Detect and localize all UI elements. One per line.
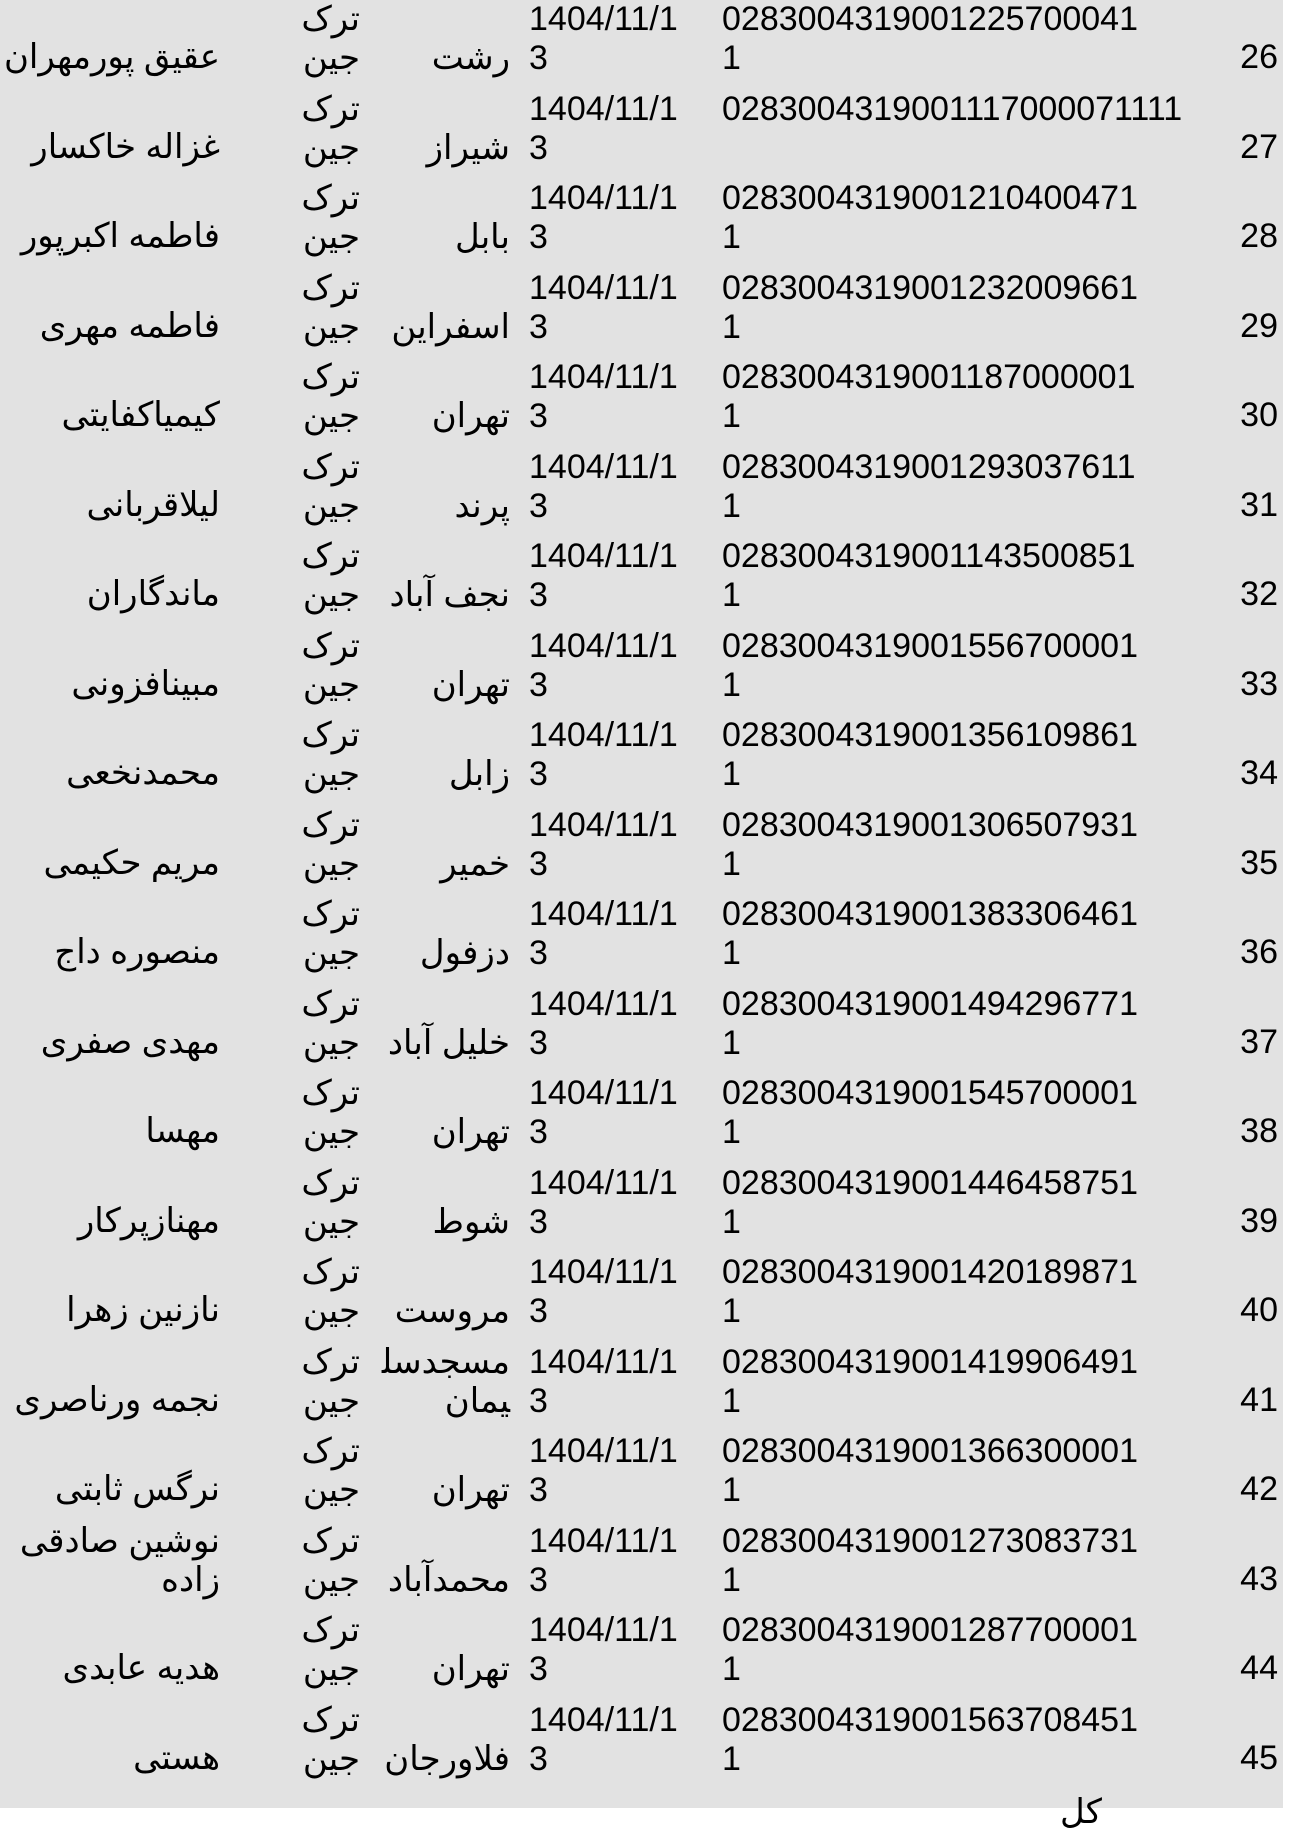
tracking-code: 0283004319001293037611 1 [722, 447, 1136, 525]
tracking-code: 0283004319001356109861 1 [722, 716, 1139, 793]
type-cell: ترک جین [301, 1074, 360, 1151]
tracking-code: 0283004319001187000001 1 [722, 358, 1136, 435]
date-cell: 1404/11/1 3 [529, 984, 678, 1062]
tracking-code: 0283004319001143500851 1 [722, 537, 1136, 614]
tracking-code: 0283004319001556700001 1 [722, 626, 1139, 704]
type-cell: ترک جین [301, 447, 360, 525]
tracking-code: 0283004319001306507931 1 [722, 805, 1139, 883]
row-number: 45 [1240, 1738, 1278, 1777]
table-row [0, 1522, 1283, 1612]
person-name: لیلاقربانی [86, 485, 220, 524]
date-cell: 1404/11/1 3 [529, 805, 678, 883]
row-number: 42 [1240, 1470, 1278, 1508]
table-row [0, 537, 1283, 627]
table-row [0, 1164, 1283, 1254]
city-cell: خمیر [440, 844, 510, 883]
table-row [0, 358, 1283, 448]
city-cell: شوط [432, 1202, 510, 1241]
person-name: مهنازپرکار [77, 1201, 220, 1240]
person-name: مهسا [145, 1112, 220, 1150]
tracking-code: 0283004319001446458751 1 [722, 1163, 1139, 1241]
table-row [0, 985, 1283, 1075]
type-cell: ترک جین [301, 805, 360, 883]
type-cell: ترک جین [301, 1342, 360, 1420]
table-row [0, 269, 1283, 359]
type-cell: ترک جین [301, 0, 360, 77]
date-cell: 1404/11/1 3 [529, 268, 678, 346]
date-cell: 1404/11/1 3 [529, 895, 678, 972]
row-number: 31 [1240, 485, 1278, 524]
person-name: غزاله خاکسار [31, 127, 220, 166]
person-name: کیمیاکفایتی [61, 396, 220, 434]
person-name: محمدنخعی [66, 754, 220, 792]
city-cell: تهران [431, 397, 510, 435]
date-cell: 1404/11/1 3 [529, 1163, 678, 1241]
type-cell: ترک جین [301, 626, 360, 704]
date-cell: 1404/11/1 3 [529, 358, 678, 435]
table-row [0, 448, 1283, 538]
person-name: عقیق پورمهران [3, 38, 220, 76]
city-cell: تهران [431, 1471, 510, 1509]
row-number: 38 [1240, 1112, 1278, 1150]
city-cell: پرند [454, 486, 510, 525]
row-number: 43 [1240, 1559, 1278, 1598]
type-cell: ترک جین [301, 1700, 360, 1778]
city-cell: اسفراین [391, 307, 510, 346]
type-cell: ترک جین [301, 716, 360, 793]
city-cell: مسجدسلیمان [381, 1342, 510, 1420]
row-number: 28 [1240, 217, 1278, 255]
city-cell: دزفول [419, 934, 510, 972]
date-cell: 1404/11/1 3 [529, 1611, 678, 1688]
date-cell: 1404/11/1 3 [529, 1074, 678, 1151]
person-name: مهدی صفری [40, 1022, 220, 1061]
date-cell: 1404/11/1 3 [529, 179, 678, 256]
city-cell: مروست [394, 1292, 510, 1330]
city-cell: نجف آباد [389, 576, 510, 614]
row-number: 36 [1240, 933, 1278, 971]
table-row [0, 627, 1283, 717]
row-number: 40 [1240, 1291, 1278, 1329]
table-row [0, 1432, 1283, 1522]
row-number: 32 [1240, 575, 1278, 613]
person-name: منصوره داج [54, 933, 220, 971]
type-cell: ترک جین [301, 537, 360, 614]
type-cell: ترک جین [301, 1253, 360, 1330]
table-row [0, 716, 1283, 806]
row-number: 27 [1240, 127, 1278, 166]
tracking-code: 0283004319001420189871 1 [722, 1253, 1139, 1330]
city-cell: خلیل آباد [387, 1023, 510, 1062]
tracking-code: 0283004319001366300001 1 [722, 1432, 1139, 1509]
type-cell: ترک جین [301, 1611, 360, 1688]
row-number: 44 [1240, 1649, 1278, 1687]
tracking-code: 0283004319001287700001 1 [722, 1611, 1139, 1688]
type-cell: ترک جین [301, 1163, 360, 1241]
date-cell: 1404/11/1 3 [529, 626, 678, 704]
table-row [0, 0, 1283, 90]
table-row [0, 179, 1283, 269]
tracking-code: 0283004319001563708451 1 [722, 1700, 1139, 1778]
type-cell: ترک جین [301, 358, 360, 435]
tracking-code: 0283004319001419906491 1 [722, 1342, 1139, 1420]
city-cell: شیراز [426, 128, 510, 167]
person-name: نرگس ثابتی [54, 1470, 220, 1508]
type-cell: ترک جین [301, 268, 360, 346]
tracking-code: 0283004319001494296771 1 [722, 984, 1139, 1062]
tracking-code: 0283004319001225700041 1 [722, 0, 1139, 77]
date-cell: 1404/11/1 3 [529, 0, 678, 77]
table-row [0, 895, 1283, 985]
date-cell: 1404/11/1 3 [529, 537, 678, 614]
date-cell: 1404/11/1 3 [529, 1342, 678, 1420]
date-cell: 1404/11/1 3 [529, 1253, 678, 1330]
tracking-code: 0283004319001273083731 1 [722, 1521, 1139, 1599]
tracking-code: 0283004319001117000071111 [722, 89, 1183, 128]
person-name: مریم حکیمی [43, 843, 220, 882]
date-cell: 1404/11/1 3 [529, 1521, 678, 1599]
date-cell: 1404/11/1 3 [529, 716, 678, 793]
row-number: 30 [1240, 396, 1278, 434]
city-cell: تهران [431, 1113, 510, 1151]
type-cell: ترک جین [301, 89, 360, 167]
table-row [0, 806, 1283, 896]
person-name: نجمه ورناصری [14, 1380, 220, 1419]
row-number: 39 [1240, 1201, 1278, 1240]
date-cell: 1404/11/1 3 [529, 1700, 678, 1778]
city-cell: رشت [431, 39, 510, 77]
type-cell: ترک جین [301, 1432, 360, 1509]
person-name: هستی [133, 1738, 220, 1777]
date-cell: 1404/11/1 3 [529, 89, 678, 167]
table-row [0, 1611, 1283, 1701]
city-cell: محمدآباد [387, 1560, 510, 1599]
row-number: 29 [1240, 306, 1278, 345]
tracking-code: 0283004319001383306461 1 [722, 895, 1139, 972]
row-number: 34 [1240, 754, 1278, 792]
tracking-code: 0283004319001232009661 1 [722, 268, 1139, 346]
tracking-code: 0283004319001545700001 1 [722, 1074, 1139, 1151]
row-number: 35 [1240, 843, 1278, 882]
date-cell: 1404/11/1 3 [529, 447, 678, 525]
table-row [0, 1253, 1283, 1343]
type-cell: ترک جین [301, 984, 360, 1062]
cutoff-text: کل [1060, 1793, 1102, 1831]
person-name: فاطمه مهری [39, 306, 220, 345]
type-cell: ترک جین [301, 179, 360, 256]
person-name: هدیه عابدی [62, 1649, 220, 1687]
person-name: فاطمه اکبرپور [20, 217, 220, 255]
city-cell: تهران [431, 1650, 510, 1688]
row-number: 33 [1240, 664, 1278, 703]
table-row [0, 90, 1283, 180]
city-cell: بابل [454, 218, 510, 256]
city-cell: تهران [431, 665, 510, 704]
table-row [0, 1074, 1283, 1164]
row-number: 26 [1240, 38, 1278, 76]
table-row [0, 1701, 1283, 1791]
row-number: 37 [1240, 1022, 1278, 1061]
type-cell: ترک جین [301, 1521, 360, 1599]
person-name: نوشین صادقی زاده [19, 1521, 220, 1599]
table-row [0, 1343, 1283, 1433]
person-name: نازنین زهرا [66, 1291, 220, 1329]
person-name: ماندگاران [86, 575, 220, 613]
city-cell: زابل [448, 755, 510, 793]
tracking-code: 0283004319001210400471 1 [722, 179, 1139, 256]
date-cell: 1404/11/1 3 [529, 1432, 678, 1509]
person-name: مبینافزونی [71, 664, 220, 703]
city-cell: فلاورجان [384, 1739, 510, 1778]
row-number: 41 [1240, 1380, 1278, 1419]
type-cell: ترک جین [301, 895, 360, 972]
